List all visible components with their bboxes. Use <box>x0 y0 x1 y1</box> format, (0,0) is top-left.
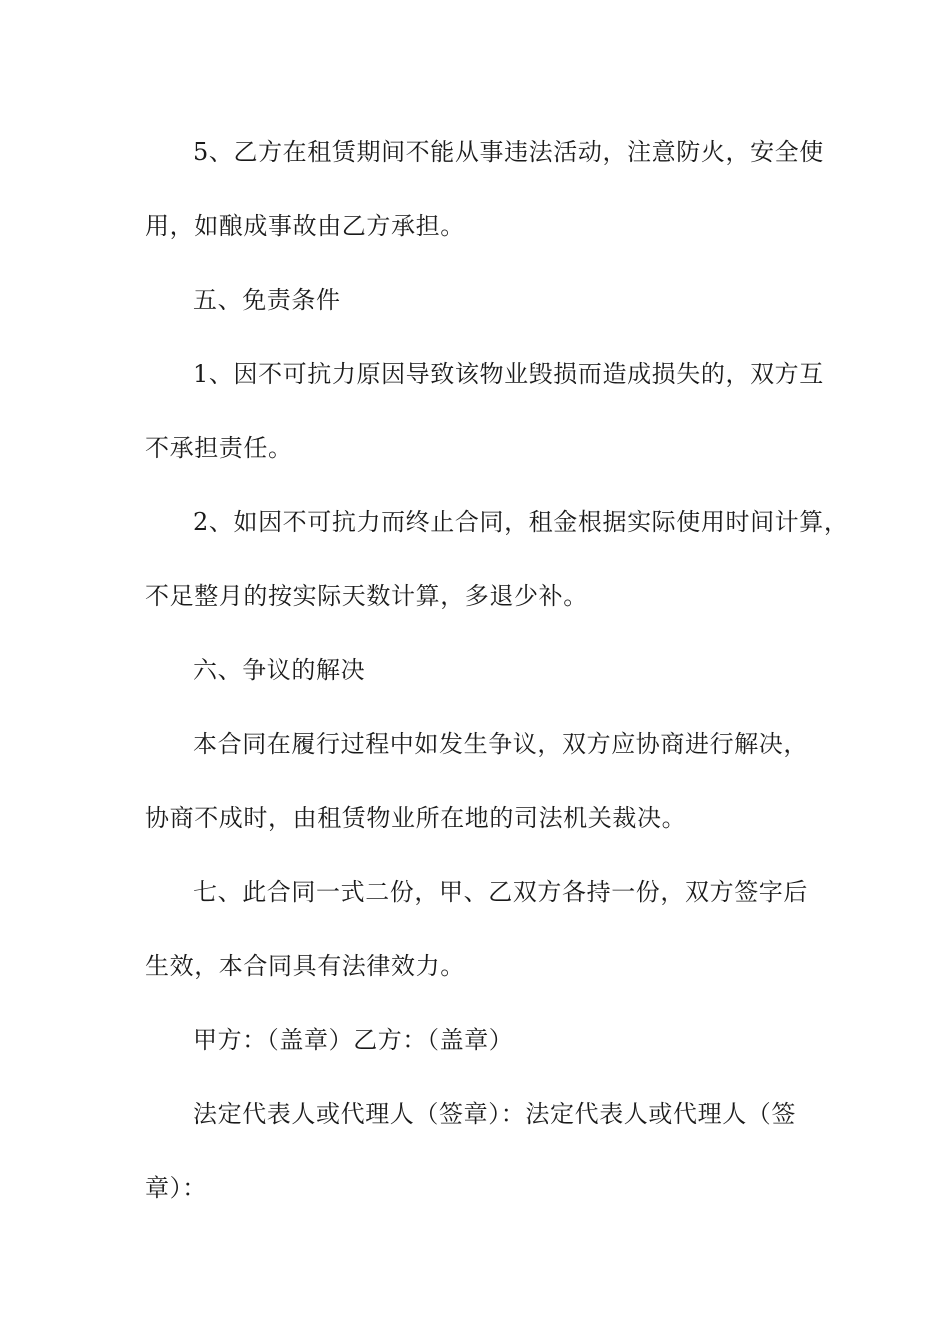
exemption-clause-1-line-1: 1、因不可抗力原因导致该物业毁损而造成损失的，双方互 <box>193 360 824 388</box>
representative-signature-line-2: 章）： <box>145 1174 207 1202</box>
section-heading-exemption: 五、免责条件 <box>193 286 341 314</box>
dispute-clause-line-2: 协商不成时，由租赁物业所在地的司法机关裁决。 <box>145 804 687 832</box>
section-heading-dispute: 六、争议的解决 <box>193 656 366 684</box>
exemption-clause-1-line-2: 不承担责任。 <box>145 434 293 462</box>
party-seal-line: 甲方：（盖章）乙方：（盖章） <box>193 1026 514 1054</box>
section-seven-line-1: 七、此合同一式二份，甲、乙双方各持一份，双方签字后 <box>193 878 808 906</box>
clause-5-line-2: 用，如酿成事故由乙方承担。 <box>145 212 465 240</box>
section-seven-line-2: 生效，本合同具有法律效力。 <box>145 952 465 980</box>
exemption-clause-2-line-1: 2、如因不可抗力而终止合同，租金根据实际使用时间计算， <box>193 508 849 536</box>
exemption-clause-2-line-2: 不足整月的按实际天数计算，多退少补。 <box>145 582 588 610</box>
representative-signature-line-1: 法定代表人或代理人（签章）：法定代表人或代理人（签 <box>193 1100 796 1128</box>
clause-5-line-1: 5、乙方在租赁期间不能从事违法活动，注意防火，安全使 <box>193 138 824 166</box>
dispute-clause-line-1: 本合同在履行过程中如发生争议，双方应协商进行解决， <box>193 730 808 758</box>
